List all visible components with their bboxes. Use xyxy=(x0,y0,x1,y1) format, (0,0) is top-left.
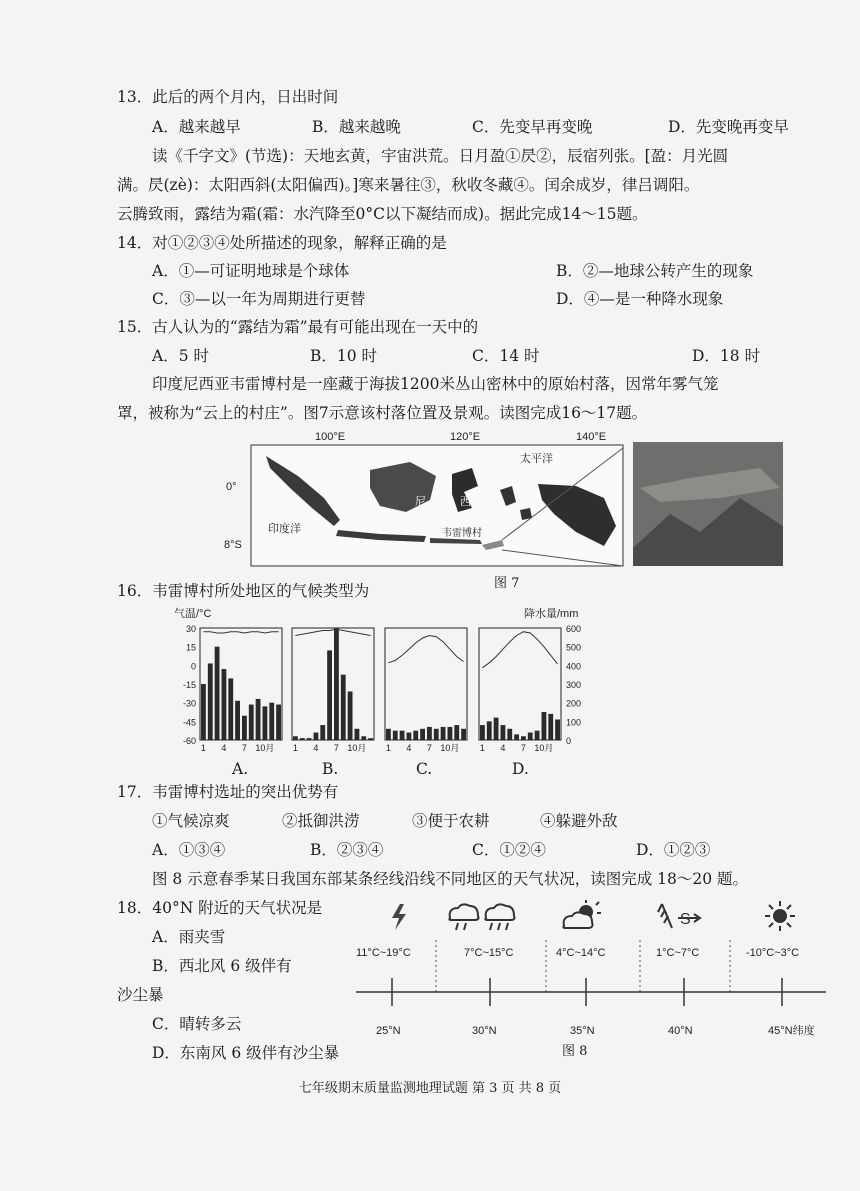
q18-option-b: B．西北风 6 级伴有 xyxy=(152,957,292,975)
precip-bar xyxy=(480,725,485,740)
precip-tick-labels xyxy=(566,624,581,746)
partly-sunny-icon xyxy=(563,900,601,928)
climate-charts xyxy=(170,606,610,778)
panel-frame xyxy=(292,628,374,740)
month-tick-label: 10月 xyxy=(534,743,554,753)
reading1-line2: 满。昃(zè)：太阳西斜(太阳偏西)。]寒来暑往③，秋收冬藏④。闰余成岁，律吕调阳。 xyxy=(117,176,700,194)
precip-bar xyxy=(548,714,553,740)
temp-range-45n: -10°C~3°C xyxy=(746,947,800,959)
month-tick-label: 1 xyxy=(385,743,391,753)
precip-bar xyxy=(249,705,254,740)
precip-bar xyxy=(201,684,206,740)
q13-option-c: C．先变早再变晚 xyxy=(472,118,593,136)
precip-bar xyxy=(393,731,398,740)
month-tick-label: 4 xyxy=(221,743,227,753)
climate-panel-c xyxy=(385,628,467,753)
precip-bar xyxy=(514,734,519,740)
lon-label-120: 120°E xyxy=(450,431,481,443)
precip-bar xyxy=(215,647,220,740)
precip-bar xyxy=(494,718,499,740)
precip-bar xyxy=(487,721,492,740)
q14-option-c: C．③—以一年为周期进行更替 xyxy=(152,290,366,308)
precip-bar xyxy=(327,650,332,740)
lat-label-0: 0° xyxy=(226,481,237,493)
lon-label-140: 140°E xyxy=(576,431,607,443)
q18-option-c: C．晴转多云 xyxy=(152,1015,242,1033)
q17-choice-2: ②抵御洪涝 xyxy=(282,812,360,830)
reading1-line3: 云腾致雨，露结为霜(霜：水汽降至0°C以下凝结而成)。据此完成14～15题。 xyxy=(117,205,648,223)
month-tick-label: 7 xyxy=(333,743,339,753)
precip-tick-label: 400 xyxy=(566,661,582,672)
figure-8-caption: 图 8 xyxy=(562,1044,588,1059)
precip-bar xyxy=(555,719,560,740)
month-tick-label: 7 xyxy=(241,743,247,753)
temp-range-35n: 4°C~14°C xyxy=(556,947,606,959)
lon-label-100: 100°E xyxy=(315,431,346,443)
precip-axis-title: 降水量/mm xyxy=(524,608,579,620)
climate-panel-b xyxy=(292,628,374,753)
precip-bar xyxy=(263,706,268,740)
q13-option-d: D．先变晚再变早 xyxy=(668,118,789,136)
precip-bar xyxy=(242,716,247,740)
label-ni: 尼 xyxy=(415,496,426,508)
precip-bar xyxy=(355,729,360,740)
climate-panel-d xyxy=(479,628,561,753)
q15-option-c: C．14 时 xyxy=(472,347,540,365)
panel-label-b: B. xyxy=(322,760,339,778)
q13-option-a: A．越来越早 xyxy=(152,118,241,136)
q17-stem: 17．韦雷博村选址的突出优势有 xyxy=(117,783,339,801)
figure-7-map xyxy=(220,428,790,592)
precip-bar xyxy=(427,727,432,740)
precip-bar xyxy=(501,725,506,740)
q15-option-a: A．5 时 xyxy=(152,347,209,365)
precip-bar xyxy=(293,736,298,740)
panel-label-d: D. xyxy=(512,760,529,778)
thunder-icon xyxy=(392,904,406,930)
precip-bar xyxy=(448,727,453,740)
q18-option-d: D．东南风 6 级伴有沙尘暴 xyxy=(152,1044,340,1062)
temp-tick-label: -60 xyxy=(182,736,196,746)
q15-option-d: D．18 时 xyxy=(692,347,761,365)
wind-sandstorm-icon xyxy=(658,904,700,928)
temp-axis-title: 气温/°C xyxy=(174,608,212,620)
q18-option-a: A．雨夹雪 xyxy=(152,928,226,946)
sun-icon xyxy=(765,901,795,931)
panel-frame xyxy=(385,628,467,740)
precip-bar xyxy=(222,669,227,740)
climate-panel-a xyxy=(200,628,282,753)
month-tick-label: 1 xyxy=(479,743,485,753)
month-tick-label: 1 xyxy=(292,743,298,753)
label-pacific: 太平洋 xyxy=(520,453,553,465)
figure-7-caption: 图 7 xyxy=(494,576,520,591)
q17-choice-1: ①气候凉爽 xyxy=(152,812,230,830)
precip-tick-label: 300 xyxy=(566,680,582,690)
rain-icon xyxy=(449,904,514,930)
precip-tick-label: 500 xyxy=(566,642,582,653)
month-tick-label: 4 xyxy=(313,743,319,753)
temperature-line xyxy=(482,632,557,668)
precip-tick-label: 0 xyxy=(566,736,572,746)
precip-bar xyxy=(535,731,540,740)
precip-bar xyxy=(407,733,412,740)
reading2-line1: 印度尼西亚韦雷博村是一座藏于海拔1200米丛山密林中的原始村落，因常年雾气笼 xyxy=(152,375,719,393)
precip-bar xyxy=(420,729,425,740)
precip-bar xyxy=(228,678,233,740)
q17-option-b: B．②③④ xyxy=(310,841,384,859)
precip-bar xyxy=(454,725,459,740)
month-tick-label: 7 xyxy=(426,743,432,753)
temp-range-25n: 11°C~19°C xyxy=(356,947,411,959)
precip-tick-label: 200 xyxy=(566,698,582,709)
temperature-line xyxy=(203,632,278,633)
label-indian-ocean: 印度洋 xyxy=(268,523,301,535)
precip-bar xyxy=(400,731,405,740)
precip-bar xyxy=(341,675,346,740)
precip-bar xyxy=(361,736,366,740)
q14-stem: 14．对①②③④处所描述的现象，解释正确的是 xyxy=(117,234,447,252)
precip-tick-label: 100 xyxy=(566,717,582,728)
temp-range-40n: 1°C~7°C xyxy=(656,947,700,959)
month-tick-label: 10月 xyxy=(440,743,460,753)
temp-range-30n: 7°C~15°C xyxy=(464,947,514,959)
lat-45n: 45°N纬度 xyxy=(768,1025,815,1037)
precip-bar xyxy=(528,733,533,740)
svg-text:S: S xyxy=(680,911,691,928)
precip-bar xyxy=(441,727,446,740)
precip-bar xyxy=(413,731,418,740)
month-tick-label: 10月 xyxy=(255,743,275,753)
precip-bar xyxy=(307,738,312,740)
label-xi: 西 xyxy=(460,496,471,508)
q17-choice-4: ④躲避外敌 xyxy=(540,812,618,830)
temp-tick-label: 30 xyxy=(185,624,196,634)
temperature-line xyxy=(295,629,370,635)
lat-40n: 40°N xyxy=(668,1025,693,1037)
precip-bar xyxy=(334,628,339,740)
q18-option-b-cont: 沙尘暴 xyxy=(117,986,164,1004)
precip-bar xyxy=(386,729,391,740)
lat-30n: 30°N xyxy=(472,1025,497,1037)
q13-option-b: B．越来越晚 xyxy=(312,118,401,136)
q17-choice-3: ③便于农耕 xyxy=(412,812,490,830)
precip-tick-label: 600 xyxy=(566,624,582,634)
month-tick-label: 1 xyxy=(200,743,206,753)
q17-option-c: C．①②④ xyxy=(472,841,546,859)
label-village: 韦雷博村 xyxy=(442,528,482,539)
temp-tick-label: 0 xyxy=(190,661,196,672)
panel-label-c: C. xyxy=(416,760,433,778)
precip-bar xyxy=(434,729,439,740)
lat-25n: 25°N xyxy=(376,1025,401,1037)
precip-bar xyxy=(208,663,213,740)
precip-bar xyxy=(348,691,353,740)
precip-bar xyxy=(320,725,325,740)
reading1-line1: 读《千字文》(节选)：天地玄黄，宇宙洪荒。日月盈①昃②，辰宿列张。[盈：月光圆 xyxy=(152,147,729,165)
reading3-line1: 图 8 示意春季某日我国东部某条经线沿线不同地区的天气状况，读图完成 18～20 题。 xyxy=(152,870,749,888)
q18-stem: 18．40°N 附近的天气状况是 xyxy=(117,899,323,917)
q14-option-d: D．④—是一种降水现象 xyxy=(556,290,724,308)
panel-label-a: A. xyxy=(232,760,249,778)
q13-stem: 13．此后的两个月内，日出时间 xyxy=(117,88,339,106)
precip-bar xyxy=(507,729,512,740)
q16-stem: 16．韦雷博村所处地区的气候类型为 xyxy=(117,582,370,600)
precip-bar xyxy=(368,738,373,740)
temp-tick-label: 15 xyxy=(185,642,196,653)
month-tick-label: 4 xyxy=(406,743,412,753)
q14-option-b: B．②—地球公转产生的现象 xyxy=(556,262,754,280)
q17-option-a: A．①③④ xyxy=(152,841,226,859)
climate-panels xyxy=(200,628,561,753)
month-tick-label: 7 xyxy=(520,743,526,753)
temp-tick-labels xyxy=(183,624,196,746)
precip-bar xyxy=(300,738,305,740)
precip-bar xyxy=(276,705,281,740)
precip-bar xyxy=(314,733,319,740)
reading2-line2: 罩，被称为“云上的村庄”。图7示意该村落位置及景观。读图完成16～17题。 xyxy=(117,404,648,422)
month-tick-label: 10月 xyxy=(347,743,367,753)
precip-bar xyxy=(256,699,261,740)
precip-bar xyxy=(461,729,466,740)
page-footer: 七年级期末质量监测地理试题 第 3 页 共 8 页 xyxy=(298,1081,562,1096)
precip-bar xyxy=(235,701,240,740)
temp-tick-label: -45 xyxy=(182,717,196,728)
lat-label-8s: 8°S xyxy=(224,539,242,551)
temperature-line xyxy=(388,636,463,663)
temp-tick-label: -30 xyxy=(182,698,196,709)
precip-bar xyxy=(542,712,547,740)
precip-bar xyxy=(269,703,274,740)
temp-tick-label: -15 xyxy=(182,680,196,690)
q17-option-d: D．①②③ xyxy=(636,841,711,859)
month-tick-label: 4 xyxy=(500,743,506,753)
precip-bar xyxy=(521,736,526,740)
q15-option-b: B．10 时 xyxy=(310,347,378,365)
q15-stem: 15．古人认为的“露结为霜”最有可能出现在一天中的 xyxy=(117,318,479,336)
figure-8-weather xyxy=(350,896,840,1042)
q14-option-a: A．①—可证明地球是个球体 xyxy=(152,262,350,280)
lat-35n: 35°N xyxy=(570,1025,595,1037)
